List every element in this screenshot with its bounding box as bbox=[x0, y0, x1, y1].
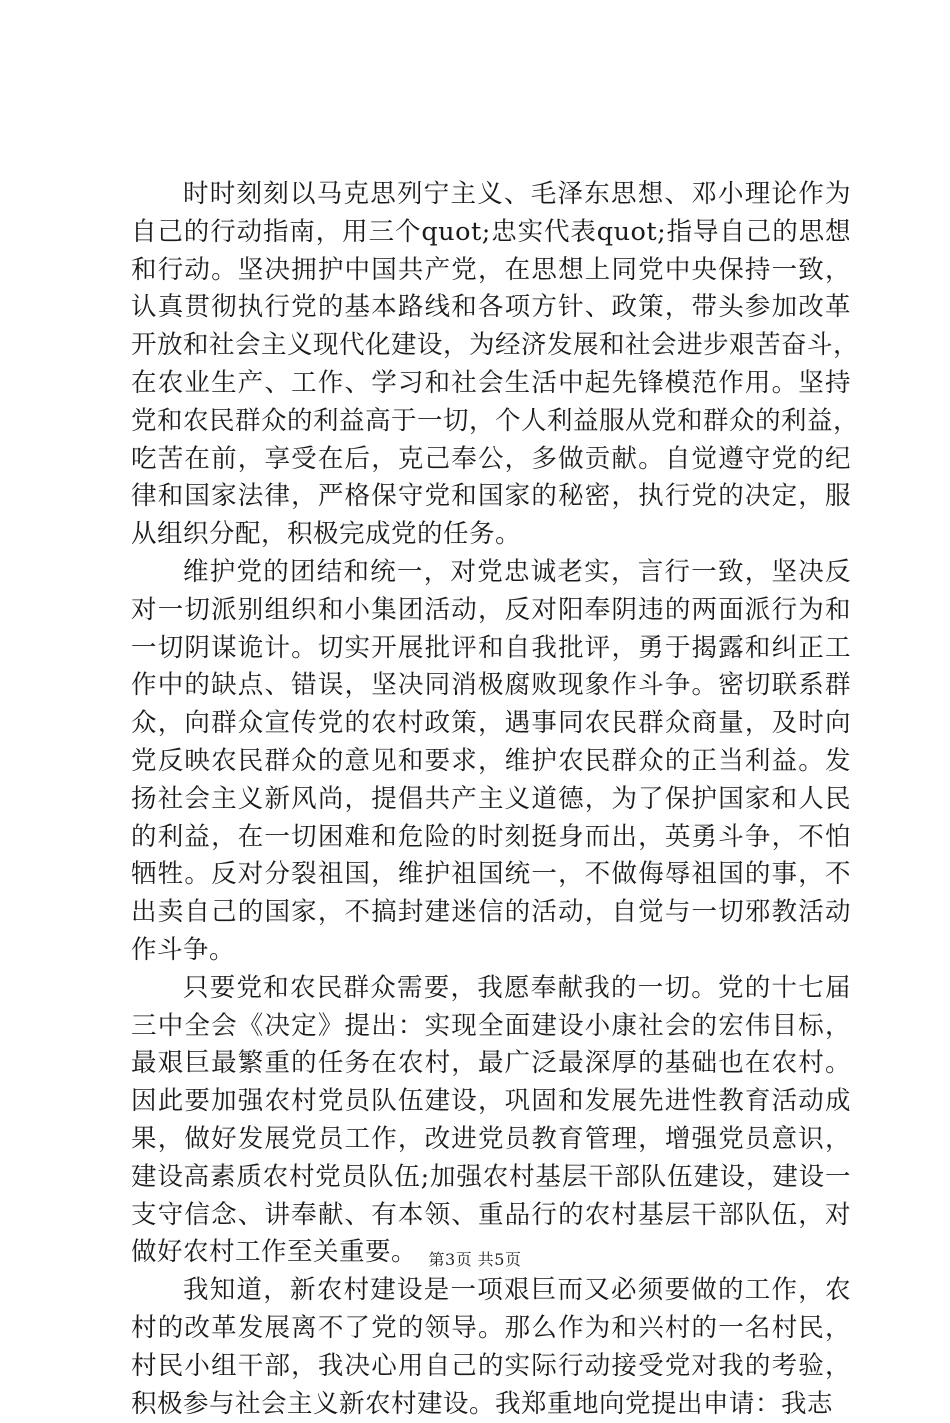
paragraph-line: 党反映农民群众的意见和要求，维护农民群众的正当利益。发 bbox=[131, 743, 851, 781]
paragraph-line: 我知道，新农村建设是一项艰巨而又必须要做的工作，农 bbox=[131, 1272, 851, 1310]
paragraph bbox=[131, 970, 851, 1272]
paragraph-line: 在农业生产、工作、学习和社会生活中起先锋模范作用。坚持 bbox=[131, 365, 851, 403]
paragraph-line: 村的改革发展离不了党的领导。那么作为和兴村的一名村民， bbox=[131, 1310, 851, 1348]
paragraph-line: 时时刻刻以马克思列宁主义、毛泽东思想、邓小理论作为 bbox=[131, 176, 851, 214]
paragraph-line: 作中的缺点、错误，坚决同消极腐败现象作斗争。密切联系群 bbox=[131, 667, 851, 705]
paragraph-line: 认真贯彻执行党的基本路线和各项方针、政策，带头参加改革 bbox=[131, 289, 851, 327]
paragraph-line: 积极参与社会主义新农村建设。我郑重地向党提出申请：我志 bbox=[131, 1386, 851, 1423]
paragraph-line: 开放和社会主义现代化建设，为经济发展和社会进步艰苦奋斗， bbox=[131, 327, 851, 365]
paragraph-line: 吃苦在前，享受在后，克己奉公，多做贡献。自觉遵守党的纪 bbox=[131, 441, 851, 479]
paragraph-line: 果，做好发展党员工作，改进党员教育管理，增强党员意识， bbox=[131, 1121, 851, 1159]
paragraph-line: 律和国家法律，严格保守党和国家的秘密，执行党的决定，服 bbox=[131, 478, 851, 516]
paragraph-line: 因此要加强农村党员队伍建设，巩固和发展先进性教育活动成 bbox=[131, 1083, 851, 1121]
paragraph-line: 扬社会主义新风尚，提倡共产主义道德，为了保护国家和人民 bbox=[131, 781, 851, 819]
paragraph-line: 对一切派别组织和小集团活动，反对阳奉阴违的两面派行为和 bbox=[131, 592, 851, 630]
paragraph-line: 村民小组干部，我决心用自己的实际行动接受党对我的考验， bbox=[131, 1348, 851, 1386]
document-body bbox=[131, 176, 851, 1423]
paragraph-line: 只要党和农民群众需要，我愿奉献我的一切。党的十七届 bbox=[131, 970, 851, 1008]
paragraph-line: 自己的行动指南，用三个quot;忠实代表quot;指导自己的思想 bbox=[131, 214, 851, 252]
paragraph-line: 牺牲。反对分裂祖国，维护祖国统一，不做侮辱祖国的事，不 bbox=[131, 856, 851, 894]
paragraph bbox=[131, 554, 851, 970]
paragraph-line: 三中全会《决定》提出：实现全面建设小康社会的宏伟目标， bbox=[131, 1008, 851, 1046]
paragraph-line: 出卖自己的国家，不搞封建迷信的活动，自觉与一切邪教活动 bbox=[131, 894, 851, 932]
paragraph-line: 众，向群众宣传党的农村政策，遇事同农民群众商量，及时向 bbox=[131, 705, 851, 743]
paragraph-line: 的利益，在一切困难和危险的时刻挺身而出，英勇斗争，不怕 bbox=[131, 819, 851, 857]
paragraph-line: 一切阴谋诡计。切实开展批评和自我批评，勇于揭露和纠正工 bbox=[131, 630, 851, 668]
paragraph-line: 支守信念、讲奉献、有本领、重品行的农村基层干部队伍，对 bbox=[131, 1197, 851, 1235]
paragraph-line: 最艰巨最繁重的任务在农村，最广泛最深厚的基础也在农村。 bbox=[131, 1045, 851, 1083]
paragraph-line: 建设高素质农村党员队伍;加强农村基层干部队伍建设，建设一 bbox=[131, 1159, 851, 1197]
paragraph-line: 和行动。坚决拥护中国共产党，在思想上同党中央保持一致， bbox=[131, 252, 851, 290]
page-number-footer: 第3页 共5页 bbox=[0, 1247, 950, 1270]
paragraph-line: 从组织分配，积极完成党的任务。 bbox=[131, 516, 851, 554]
paragraph bbox=[131, 176, 851, 554]
paragraph bbox=[131, 1272, 851, 1423]
paragraph-line: 党和农民群众的利益高于一切，个人利益服从党和群众的利益， bbox=[131, 403, 851, 441]
paragraph-line: 做好农村工作至关重要。 bbox=[131, 1234, 851, 1272]
paragraph-line: 作斗争。 bbox=[131, 932, 851, 970]
paragraph-line: 维护党的团结和统一，对党忠诚老实，言行一致，坚决反 bbox=[131, 554, 851, 592]
